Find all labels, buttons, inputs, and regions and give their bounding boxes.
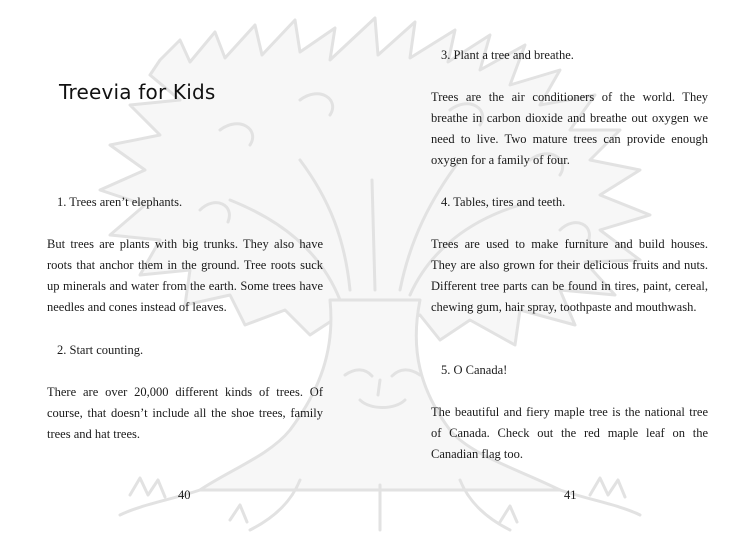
right-page: [431, 0, 708, 549]
page-number-left: 40: [178, 488, 191, 502]
page-number-right: 41: [564, 488, 577, 502]
fact-heading-1: 1. Trees aren’t elephants.: [57, 195, 183, 209]
fact-heading-3: 3. Plant a tree and breathe.: [441, 48, 574, 62]
fact-body-4: Trees are used to make furniture and build houses. They are also grown for their delicious fruits and nuts. Different tree parts can be found in tires, paint, cereal, chewing gum, hair spray, toothpaste and mouthwash.: [431, 237, 708, 314]
fact-heading-2: 2. Start counting.: [57, 343, 144, 357]
fact-body-3: Trees are the air conditioners of the world. They breathe in carbon dioxide and breathe out oxygen we need to live. Two mature trees can provide enough oxygen for a family of four.: [431, 90, 708, 167]
fact-heading-5: 5. O Canada!: [441, 363, 508, 377]
fact-body-1: But trees are plants with big trunks. They also have roots that anchor them in the ground. Tree roots suck up minerals and water from the earth. Some trees have needles and cones instead of leaves.: [47, 237, 323, 314]
fact-body-2: There are over 20,000 different kinds of trees. Of course, that doesn’t include all the shoe trees, family trees and hat trees.: [47, 385, 323, 441]
fact-heading-4: 4. Tables, tires and teeth.: [441, 195, 566, 209]
book-title: Treevia for Kids: [59, 80, 216, 104]
left-page: [47, 0, 323, 549]
fact-body-5: The beautiful and fiery maple tree is the national tree of Canada. Check out the red maple leaf on the Canadian flag too.: [431, 405, 708, 461]
